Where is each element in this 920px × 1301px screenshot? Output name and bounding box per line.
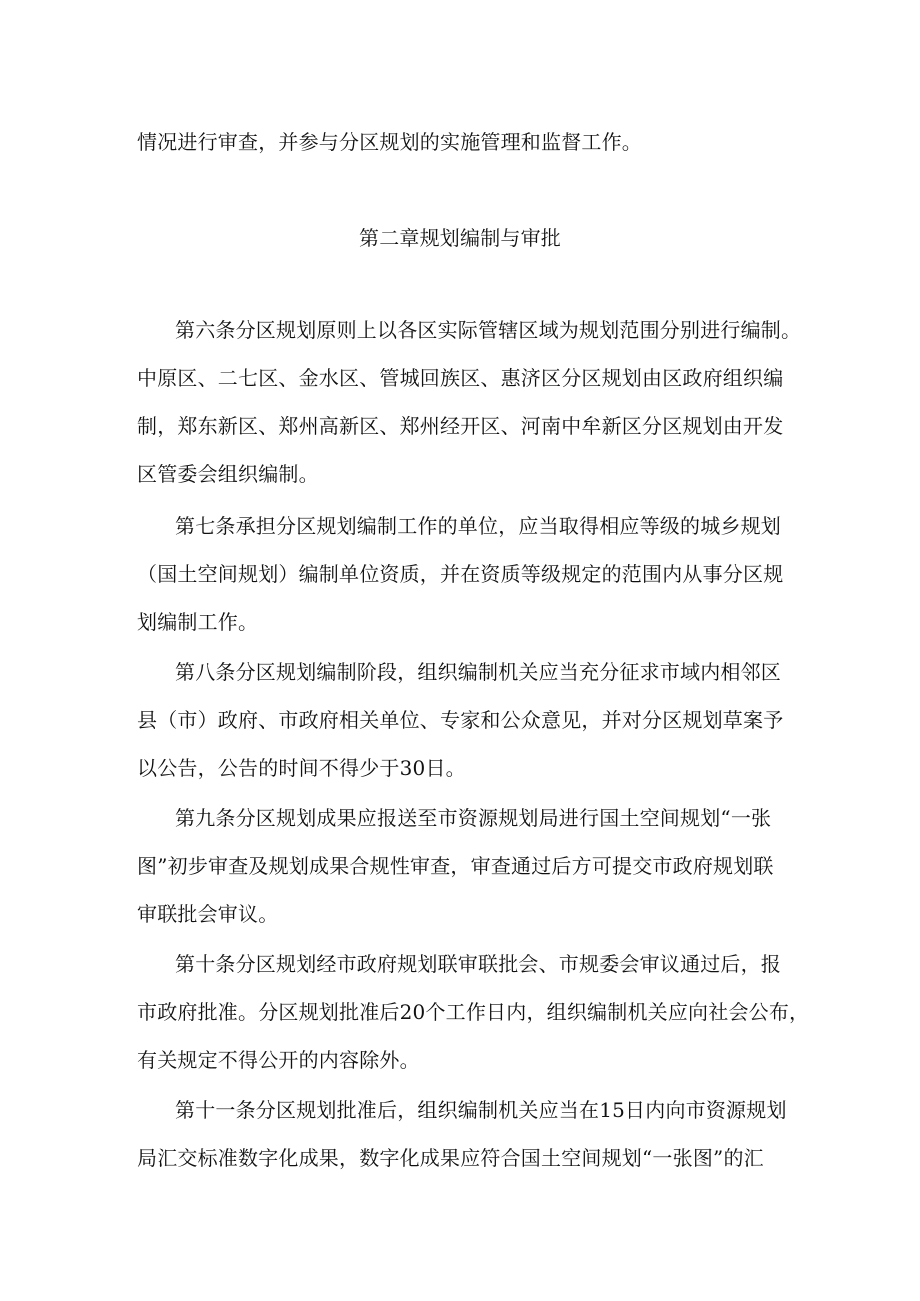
article-8-line-1: 第八条分区规划编制阶段，组织编制机关应当充分征求市域内相邻区 <box>175 660 781 684</box>
article-9-line-3: 审联批会审议。 <box>137 902 279 926</box>
article-6-line-4: 区管委会组织编制。 <box>137 462 319 486</box>
article-7-line-1: 第七条承担分区规划编制工作的单位，应当取得相应等级的城乡规划 <box>175 514 781 538</box>
article-7-line-2: （国土空间规划）编制单位资质，并在资质等级规定的范围内从事分区规 <box>137 562 784 586</box>
article-10-line-1: 第十条分区规划经市政府规划联审联批会、市规委会审议通过后，报 <box>175 952 781 976</box>
article-8-line-3: 以公告，公告的时间不得少于30日。 <box>137 756 466 780</box>
article-9-line-1: 第九条分区规划成果应报送至市资源规划局进行国土空间规划“一张 <box>175 806 772 830</box>
article-11-line-1: 第十一条分区规划批准后，组织编制机关应当在15日内向市资源规划 <box>175 1098 787 1122</box>
article-7-line-3: 划编制工作。 <box>137 610 259 634</box>
article-9-line-2: 图”初步审查及规划成果合规性审查，审查通过后方可提交市政府规划联 <box>137 854 774 878</box>
article-6-line-3: 制，郑东新区、郑州高新区、郑州经开区、河南中牟新区分区规划由开发 <box>137 414 784 438</box>
article-8-line-2: 县（市）政府、市政府相关单位、专家和公众意见，并对分区规划草案予 <box>137 708 784 732</box>
chapter-title: 第二章规划编制与审批 <box>359 226 561 250</box>
article-6-line-2: 中原区、二七区、金水区、管城回族区、惠济区分区规划由区政府组织编 <box>137 366 784 390</box>
article-10-line-2: 市政府批准。分区规划批准后20个工作日内，组织编制机关应向社会公布， <box>137 1000 810 1024</box>
article-6-line-1: 第六条分区规划原则上以各区实际管辖区域为规划范围分别进行编制。 <box>175 318 802 342</box>
article-11-line-2: 局汇交标准数字化成果，数字化成果应符合国土空间规划“一张图”的汇 <box>137 1146 764 1170</box>
lead-text-line: 情况进行审查，并参与分区规划的实施管理和监督工作。 <box>137 130 642 154</box>
article-10-line-3: 有关规定不得公开的内容除外。 <box>137 1048 420 1072</box>
